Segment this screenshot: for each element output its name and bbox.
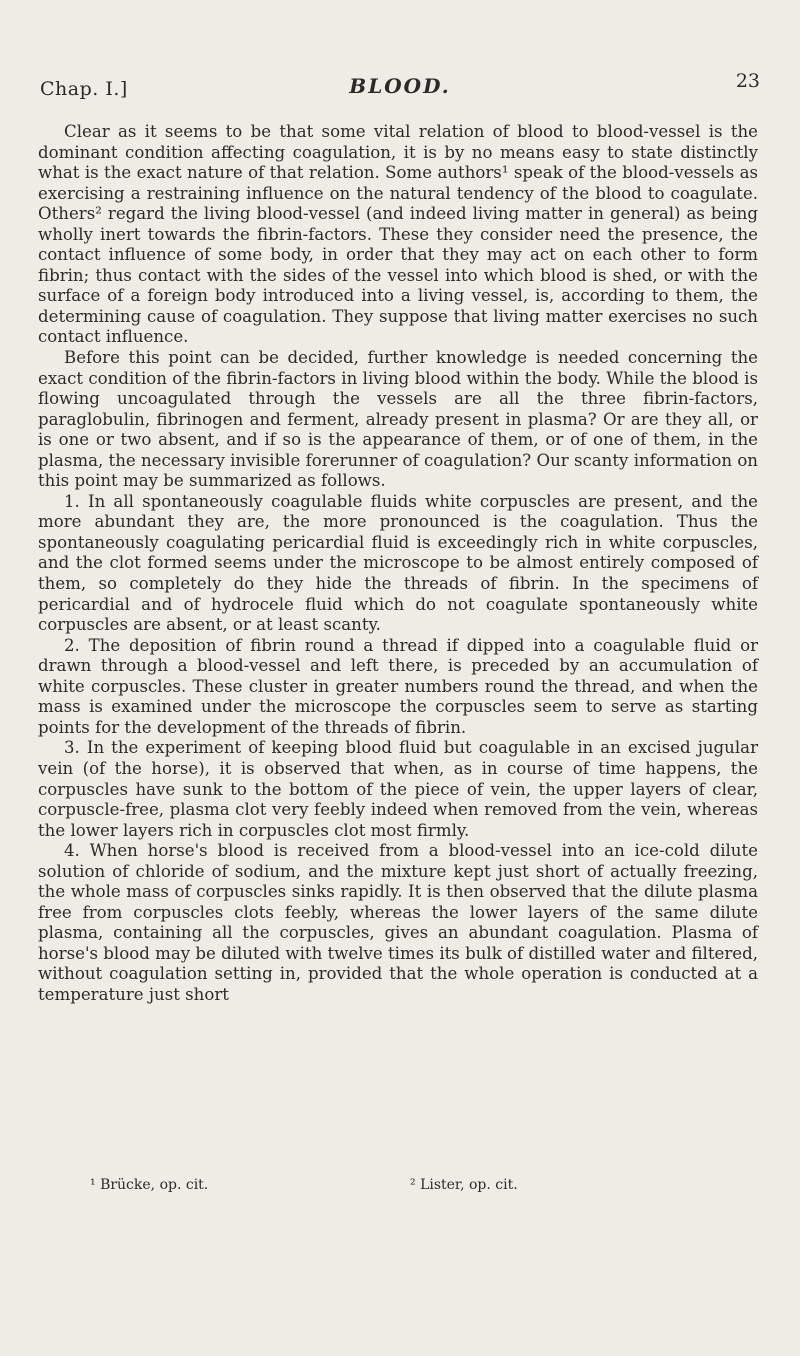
paragraph: Clear as it seems to be that some vital relation of blood to blood-vessel is the dominant condition affecting coagulation, it is by no means easy to state distinctly what is the exact nature of that relation. Some authors¹ speak of the blood-vessels as exercising a restraining influence on the natural tendency of the blood to coagulate. Others² regard the living blood-vessel (and indeed living matter in general) as being wholly inert towards the fibrin-factors. These they consider need the presence, the contact influence of some body, in order that they may act on each other to form fibrin; thus contact with the sides of the vessel into which blood is shed, or with the surface of a foreign body introduced into a living vessel, is, according to them, the determining cause of coagulation. They suppose that living matter exercises no such contact influence. [38,122,758,347]
paragraph: 1. In all spontaneously coagulable fluids white corpuscles are present, and the more abundant they are, the more pronounced is the coagulation. Thus the spontaneously coagulating pericardial fluid is exceedingly rich in white corpuscles, and the clot formed seems under the microscope to be almost entirely composed of them, so completely do they hide the threads of fibrin. In the specimens of pericardial and of hydrocele fluid which do not coagulate spontaneously white corpuscles are absent, or at least scanty. [38,491,758,635]
paragraph: 4. When horse's blood is received from a blood-vessel into an ice-cold dilute solution of chloride of sodium, and the mixture kept just short of actually freezing, the whole mass of corpuscles sinks rapidly. It is then observed that the dilute plasma free from corpuscles clots feebly, whereas the lower layers of the same dilute plasma, containing all the corpuscles, gives an abundant coagulation. Plasma of horse's blood may be diluted with twelve times its bulk of distilled water and filtered, without coagulation setting in, provided that the whole operation is conducted at a temperature just short [38,841,758,1004]
body-text [38,122,758,1006]
footnote: ² Lister, op. cit. [410,1177,518,1193]
footnote: ¹ Brücke, op. cit. [90,1177,209,1193]
running-header [40,70,760,108]
paragraph: 2. The deposition of fibrin round a thread if dipped into a coagulable fluid or drawn through a blood-vessel and left there, is preceded by an accumulation of white corpuscles. These cluster in greater numbers round the thread, and when the mass is examined under the microscope the corpuscles seem to serve as starting points for the development of the threads of fibrin. [38,635,758,737]
paragraph: 3. In the experiment of keeping blood fluid but coagulable in an excised jugular vein (of the horse), it is observed that when, as in course of time happens, the corpuscles have sunk to the bottom of the piece of vein, the upper layers of clear, corpuscle-free, plasma clot very feebly indeed when removed from the vein, whereas the lower layers rich in corpuscles clot most firmly. [38,738,758,840]
footnotes [90,1177,730,1193]
paragraph: Before this point can be decided, further knowledge is needed concerning the exact condition of the fibrin-factors in living blood within the body. While the blood is flowing uncoagulated through the vessels are all the three fibrin-factors, paraglobulin, fibrinogen and ferment, already present in plasma? Or are they all, or is one or two absent, and if so is the appearance of them, or of one of them, in the plasma, the necessary invisible forerunner of coagulation? Our scanty information on this point may be summarized as follows. [38,348,758,491]
page-title: BLOOD. [349,74,451,98]
page-number: 23 [735,70,760,92]
chapter-label: Chap. I.] [40,78,128,100]
